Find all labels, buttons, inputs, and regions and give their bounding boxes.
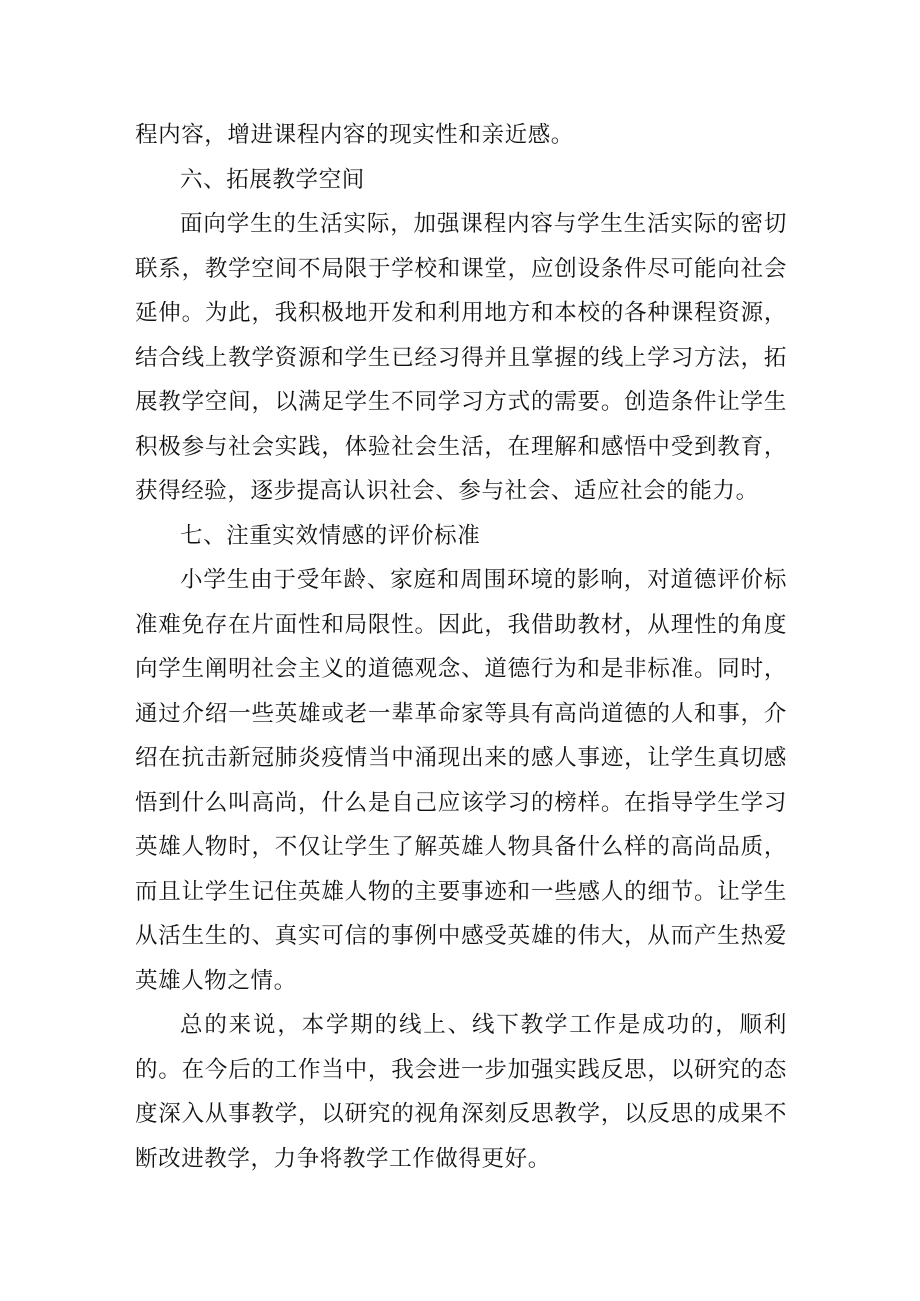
document-body bbox=[135, 113, 787, 1181]
section-7-paragraph: 小学生由于受年龄、家庭和周围环境的影响，对道德评价标准难免存在片面性和局限性。因此，我借助教材，从理性的角度向学生阐明社会主义的道德观念、道德行为和是非标准。同时，通过介绍一些英雄或老一辈革命家等具有高尚道德的人和事，介绍在抗击新冠肺炎疫情当中涌现出来的感人事迹，让学生真切感悟到什么叫高尚，什么是自己应该学习的榜样。在指导学生学习英雄人物时，不仅让学生了解英雄人物具备什么样的高尚品质，而且让学生记住英雄人物的主要事迹和一些感人的细节。让学生从活生生的、真实可信的事例中感受英雄的伟大，从而产生热爱英雄人物之情。 bbox=[135, 567, 787, 994]
continuation-paragraph: 程内容，增进课程内容的现实性和亲近感。 bbox=[135, 122, 574, 148]
section-6-paragraph: 面向学生的生活实际，加强课程内容与学生生活实际的密切联系，教学空间不局限于学校和课堂，应创设条件尽可能向社会延伸。为此，我积极地开发和利用地方和本校的各种课程资源，结合线上教学资源和学生已经习得并且掌握的线上学习方法，拓展教学空间，以满足学生不同学习方式的需要。创造条件让学生积极参与社会实践，体验社会生活，在理解和感悟中受到教育，获得经验，逐步提高认识社会、参与社会、适应社会的能力。 bbox=[135, 211, 787, 504]
section-6-heading: 六、拓展教学空间 bbox=[180, 166, 365, 193]
section-7-heading: 七、注重实效情感的评价标准 bbox=[180, 522, 481, 549]
conclusion-paragraph: 总的来说，本学期的线上、线下教学工作是成功的，顺利的。在今后的工作当中，我会进一步加强实践反思，以研究的态度深入从事教学，以研究的视角深刻反思教学，以反思的成果不断改进教学，力争将教学工作做得更好。 bbox=[135, 1012, 787, 1172]
